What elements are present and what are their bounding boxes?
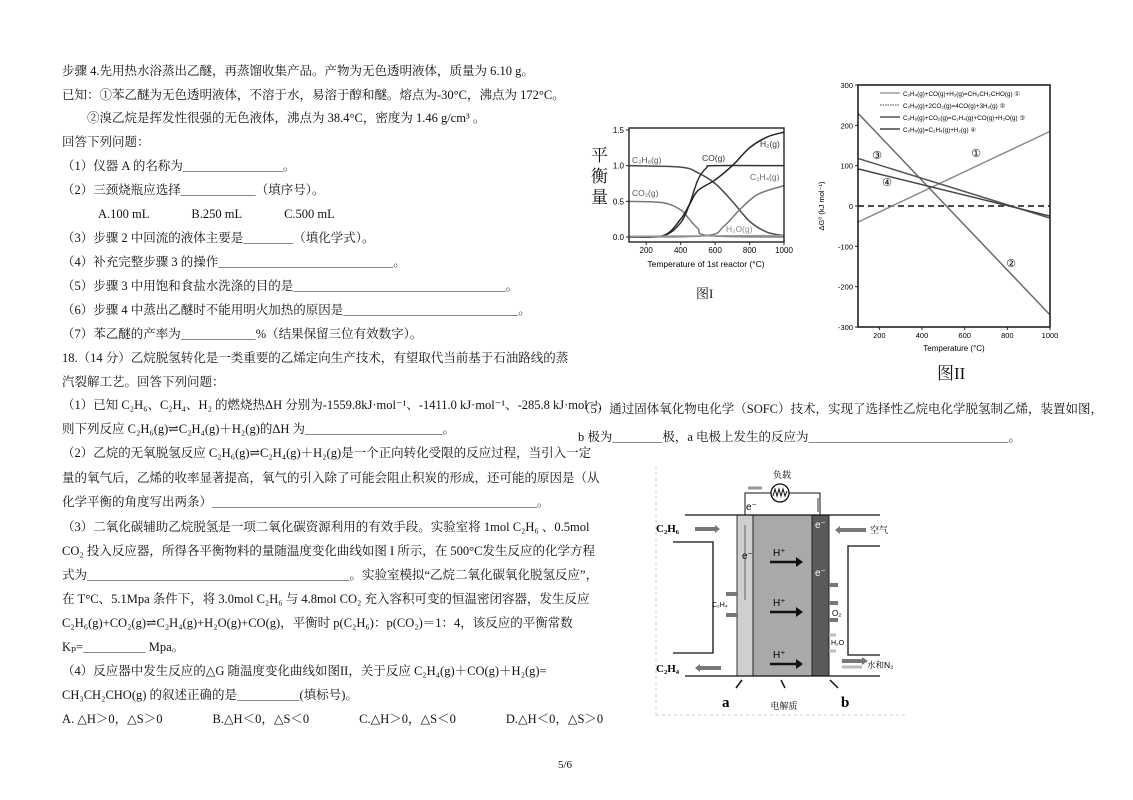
question-4: （4）补充完整步骤 3 的操作＿＿＿＿＿＿＿＿＿＿＿＿＿＿。 [62, 255, 406, 269]
question-2: （2）三颈烧瓶应选择＿＿＿＿＿＿（填序号）。 [62, 183, 325, 197]
question-7: （7）苯乙醚的产率为＿＿＿＿＿＿%（结果保留三位有效数字）。 [62, 327, 423, 341]
y-tick-label: 100 [840, 161, 853, 171]
series-line-2 [858, 113, 1050, 315]
x-tick-label: 400 [673, 246, 688, 255]
text-line: C₂H₆(g)+CO₂(g)⇌C₂H₄(g)+H₂O(g)+CO(g)，平衡时 p(C₂H₆)：p(CO₂)＝1：4，该反应的平衡常数 [62, 616, 573, 630]
proton-label: H⁺ [773, 650, 786, 661]
line-marker-3: ③ [872, 150, 882, 162]
option-a: A. △H＞0，△S＞0 [62, 712, 163, 726]
question-5: （5）步骤 3 中用饱和食盐水洗涤的目的是＿＿＿＿＿＿＿＿＿＿＿＿＿＿＿＿＿。 [62, 279, 519, 293]
option-c: C.500 mL [284, 207, 335, 221]
y-tick-label: 0.0 [612, 233, 624, 242]
option-c: C.△H＞0，△S＜0 [359, 712, 456, 726]
curve-label-c2h6: C₂H₆(g) [632, 155, 662, 165]
anode-product-label: C₂H₄ [712, 602, 728, 609]
option-b: B.250 mL [191, 207, 243, 221]
x-axis-label: Temperature of 1st reactor (°C) [647, 259, 765, 269]
curve-label-co2: CO₂(g) [632, 188, 659, 198]
p18-question-4: （4）反应器中发生反应的△G 随温度变化曲线如图II，关于反应 C₂H₄(g)＋CO(g)＋H₂(g)= [62, 664, 547, 678]
page-number: 5/6 [558, 759, 573, 771]
y-tick-label: 200 [840, 121, 853, 131]
figure-1-caption: 图I [696, 286, 714, 301]
y-tick-label: -200 [837, 282, 853, 292]
fuel-cell-diagram [656, 466, 905, 715]
text-line: 式为＿＿＿＿＿＿＿＿＿＿＿＿＿＿＿＿＿＿＿＿＿。实验室模拟“乙烷二氧化碳氧化脱氢反应”， [62, 568, 599, 582]
x-tick-label: 600 [958, 331, 971, 340]
text-line: 汽裂解工艺。回答下列问题： [62, 375, 225, 389]
cathode-inlet-label: 空气 [870, 525, 889, 535]
text-line: 则下列反应 C₂H₆(g)⇌C₂H₄(g)＋H₂(g)的ΔH 为＿＿＿＿＿＿＿＿＿＿＿。 [62, 422, 456, 436]
x-tick-label: 800 [742, 246, 757, 255]
question-1: （1）仪器 A 的名称为＿＿＿＿＿＿＿＿。 [62, 159, 296, 173]
anode-inlet-label: C₂H₆ [656, 523, 680, 535]
electrolyte-label: 电解质 [770, 701, 798, 711]
option-b: B.△H＜0，△S＜0 [212, 712, 310, 726]
electron-label: e⁻ [746, 502, 757, 513]
y-axis-label: ΔG⁰ (kJ mol⁻¹) [817, 181, 826, 231]
p18-question-1: （1）已知 C₂H₆、C₂H₄、H₂ 的燃烧热ΔH 分别为-1559.8kJ·mol⁻¹、-1411.0 kJ·mol⁻¹、-285.8 kJ·mol⁻¹， [62, 398, 611, 412]
option-d: D.△H＜0，△S＞0 [505, 712, 604, 726]
water-label: H₂O [831, 640, 845, 647]
curve-label-c2h4: C₂H₄(g) [750, 172, 780, 182]
line-marker-2: ② [1006, 258, 1016, 270]
p18-question-3: （3）二氧化碳辅助乙烷脱氢是一项二氧化碳资源利用的有效手段。实验室将 1mol C₂H₆ 、0.5mol [62, 520, 590, 534]
text-line: 在 T°C、5.1Mpa 条件下，将 3.0mol C₂H₆ 与 4.8mol CO₂ 充入容积可变的恒温密闭容器，发生反应 [62, 592, 590, 606]
y-tick-label: -300 [837, 323, 853, 332]
electron-label: e⁻ [815, 568, 826, 579]
load-label: 负载 [772, 470, 792, 480]
question-3: （3）步骤 2 中回流的液体主要是＿＿＿＿（填化学式）。 [62, 231, 375, 245]
text-line: ②溴乙烷是挥发性很强的无色液体，沸点为 38.4°C，密度为 1.46 g/cm³ 。 [87, 111, 486, 125]
cathode-outlet-label: 水和N₂ [867, 660, 894, 670]
legend-entry: C₂H₆(g)+2CO₂(g)=4CO(g)+3H₂(g) ② [903, 103, 1006, 110]
legend-entry: C₂H₄(g)+CO(g)+H₂(g)=CH₃CH₂CHO(g) ① [903, 91, 1020, 98]
x-tick-label: 600 [708, 246, 722, 255]
curve-label-h2: H₂(g) [760, 139, 780, 149]
x-tick-label: 400 [915, 331, 929, 340]
y-tick-label: 1.5 [612, 126, 624, 135]
legend [880, 91, 1025, 134]
x-tick-label: 200 [873, 331, 886, 340]
problem-18-heading: 18.（14 分）乙烷脱氢转化是一类重要的乙烯定向生产技术，有望取代当前基于石油路线的蒸 [62, 351, 569, 365]
curve-label-co: CO(g) [702, 153, 726, 163]
text-line: 回答下列问题： [62, 135, 150, 149]
electrode-a-label: a [722, 695, 730, 711]
electron-label: e⁻ [742, 551, 753, 562]
x-tick-label: 1000 [775, 246, 793, 255]
text-line: CO₂ 投入反应器，所得各平衡物料的量随温度变化曲线如图 I 所示，在 500°C发生反应的化学方程 [62, 544, 595, 558]
x-tick-label: 200 [639, 246, 653, 255]
series-line-2 [629, 201, 784, 237]
curve-label-h2o: H₂O(g) [726, 224, 753, 234]
legend-entry: C₂H₆(g)+CO₂(g)=C₂H₄(g)+CO(g)+H₂O(g) ③ [903, 115, 1025, 122]
text-line: 已知：①苯乙醚为无色透明液体，不溶于水，易溶于醇和醚。熔点为-30°C，沸点为 172°C。 [62, 88, 565, 102]
anode-outlet-label: C₂H₄ [656, 663, 680, 675]
option-a: A.100 mL [98, 207, 150, 221]
proton-label: H⁺ [773, 548, 786, 559]
electron-label: e⁻ [815, 520, 826, 531]
text-line: 量的氧气后，乙烯的收率显著提高，氧气的引入除了可能会阻止积炭的形成，还可能的原因是（从 [62, 471, 600, 485]
x-tick-label: 1000 [1041, 331, 1059, 340]
text-line: 化学平衡的角度写出两条）＿＿＿＿＿＿＿＿＿＿＿＿＿＿＿＿＿＿＿＿＿＿＿＿＿＿。 [62, 495, 550, 509]
text-line: Kₚ=＿＿＿＿＿ Mpa。 [62, 640, 185, 654]
p18-question-2: （2）乙烷的无氧脱氢反应 C₂H₆(g)⇌C₂H₄(g)＋H₂(g)是一个正向转化受限的反应过程，当引入一定 [62, 446, 592, 460]
series-line-6 [629, 236, 784, 237]
electrode-b [812, 515, 829, 676]
y-tick-label: 300 [840, 81, 853, 90]
text-line: 步骤 4.先用热水浴蒸出乙醚，再蒸馏收集产品。产物为无色透明液体，质量为 6.10 g。 [62, 64, 534, 78]
line-marker-1: ① [971, 148, 981, 160]
legend-entry: C₂H₆(g)=C₂H₄(g)+H₂(g) ④ [903, 127, 977, 134]
figure-2-caption: 图II [937, 364, 966, 383]
proton-label: H⁺ [773, 598, 786, 609]
y-tick-label: 0.5 [612, 197, 624, 207]
text-line: CH₃CH₂CHO(g) 的叙述正确的是＿＿＿＿＿(填标号)。 [62, 688, 358, 702]
y-axis-label: 平衡量 [587, 146, 607, 209]
electrode-b-label: b [841, 695, 850, 711]
oxygen-label: O₂ [832, 609, 842, 618]
y-tick-label: 1.0 [612, 161, 624, 171]
x-tick-label: 800 [1001, 331, 1014, 340]
question-6: （6）步骤 4 中蒸出乙醚时不能用明火加热的原因是＿＿＿＿＿＿＿＿＿＿＿＿＿＿。 [62, 303, 531, 317]
text-line: b 极为＿＿＿＿极，a 电极上发生的反应为＿＿＿＿＿＿＿＿＿＿＿＿＿＿＿＿。 [578, 430, 1022, 444]
line-marker-4: ④ [882, 177, 892, 189]
p18-question-5: （5）通过固体氧化物电化学（SOFC）技术，实现了选择性乙烷电化学脱氢制乙烯，装置如图， [578, 402, 1104, 416]
y-tick-label: 0 [848, 202, 853, 211]
y-tick-label: -100 [837, 242, 853, 252]
x-axis-label: Temperature (°C) [923, 344, 985, 353]
